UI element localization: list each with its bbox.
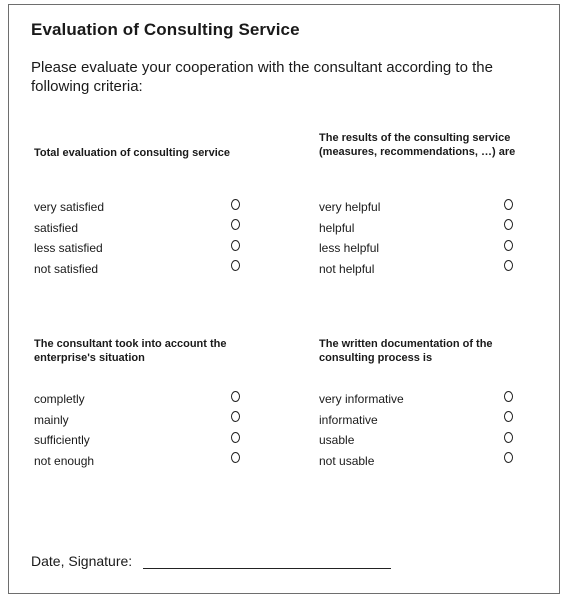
option-label: very helpful xyxy=(319,200,381,214)
signature-field[interactable] xyxy=(143,568,391,569)
radio-button[interactable] xyxy=(231,240,240,251)
option-label: not enough xyxy=(34,454,95,468)
radio-button[interactable] xyxy=(231,432,240,443)
option-label: not satisfied xyxy=(34,262,99,276)
radio-button[interactable] xyxy=(231,411,240,422)
radio-button[interactable] xyxy=(504,260,513,271)
section-results xyxy=(319,131,519,159)
option-label: very satisfied xyxy=(34,200,105,214)
option-label: not helpful xyxy=(319,262,375,276)
option-label: less helpful xyxy=(319,241,380,255)
section-documentation xyxy=(319,337,519,365)
radio-button[interactable] xyxy=(231,452,240,463)
option-label: not usable xyxy=(319,454,375,468)
option-label: usable xyxy=(319,433,355,447)
section-total-evaluation xyxy=(34,146,264,160)
section-title: The consultant took into account the enterprise's situation xyxy=(34,338,227,364)
option-label: less satisfied xyxy=(34,241,103,255)
form-intro: Please evaluate your cooperation with the consultant according to the following criteria: xyxy=(31,59,493,95)
option-label: sufficiently xyxy=(34,433,90,447)
radio-button[interactable] xyxy=(231,391,240,402)
radio-button[interactable] xyxy=(504,199,513,210)
radio-button[interactable] xyxy=(504,411,513,422)
radio-button[interactable] xyxy=(504,219,513,230)
radio-button[interactable] xyxy=(504,452,513,463)
option-label: informative xyxy=(319,413,378,427)
section-title: Total evaluation of consulting service xyxy=(34,147,231,159)
signature-label: Date, Signature: xyxy=(31,553,133,569)
option-label: satisfied xyxy=(34,221,79,235)
option-label: very informative xyxy=(319,392,404,406)
radio-button[interactable] xyxy=(231,199,240,210)
option-label: completly xyxy=(34,392,85,406)
radio-button[interactable] xyxy=(231,219,240,230)
option-label: helpful xyxy=(319,221,355,235)
option-label: mainly xyxy=(34,413,69,427)
radio-button[interactable] xyxy=(231,260,240,271)
radio-button[interactable] xyxy=(504,240,513,251)
radio-button[interactable] xyxy=(504,391,513,402)
section-situation xyxy=(34,337,249,365)
section-title: The results of the consulting service (measures, recommendations, …) are xyxy=(319,132,516,158)
section-title: The written documentation of the consulting process is xyxy=(319,338,493,364)
radio-button[interactable] xyxy=(504,432,513,443)
form-title: Evaluation of Consulting Service xyxy=(31,20,300,39)
